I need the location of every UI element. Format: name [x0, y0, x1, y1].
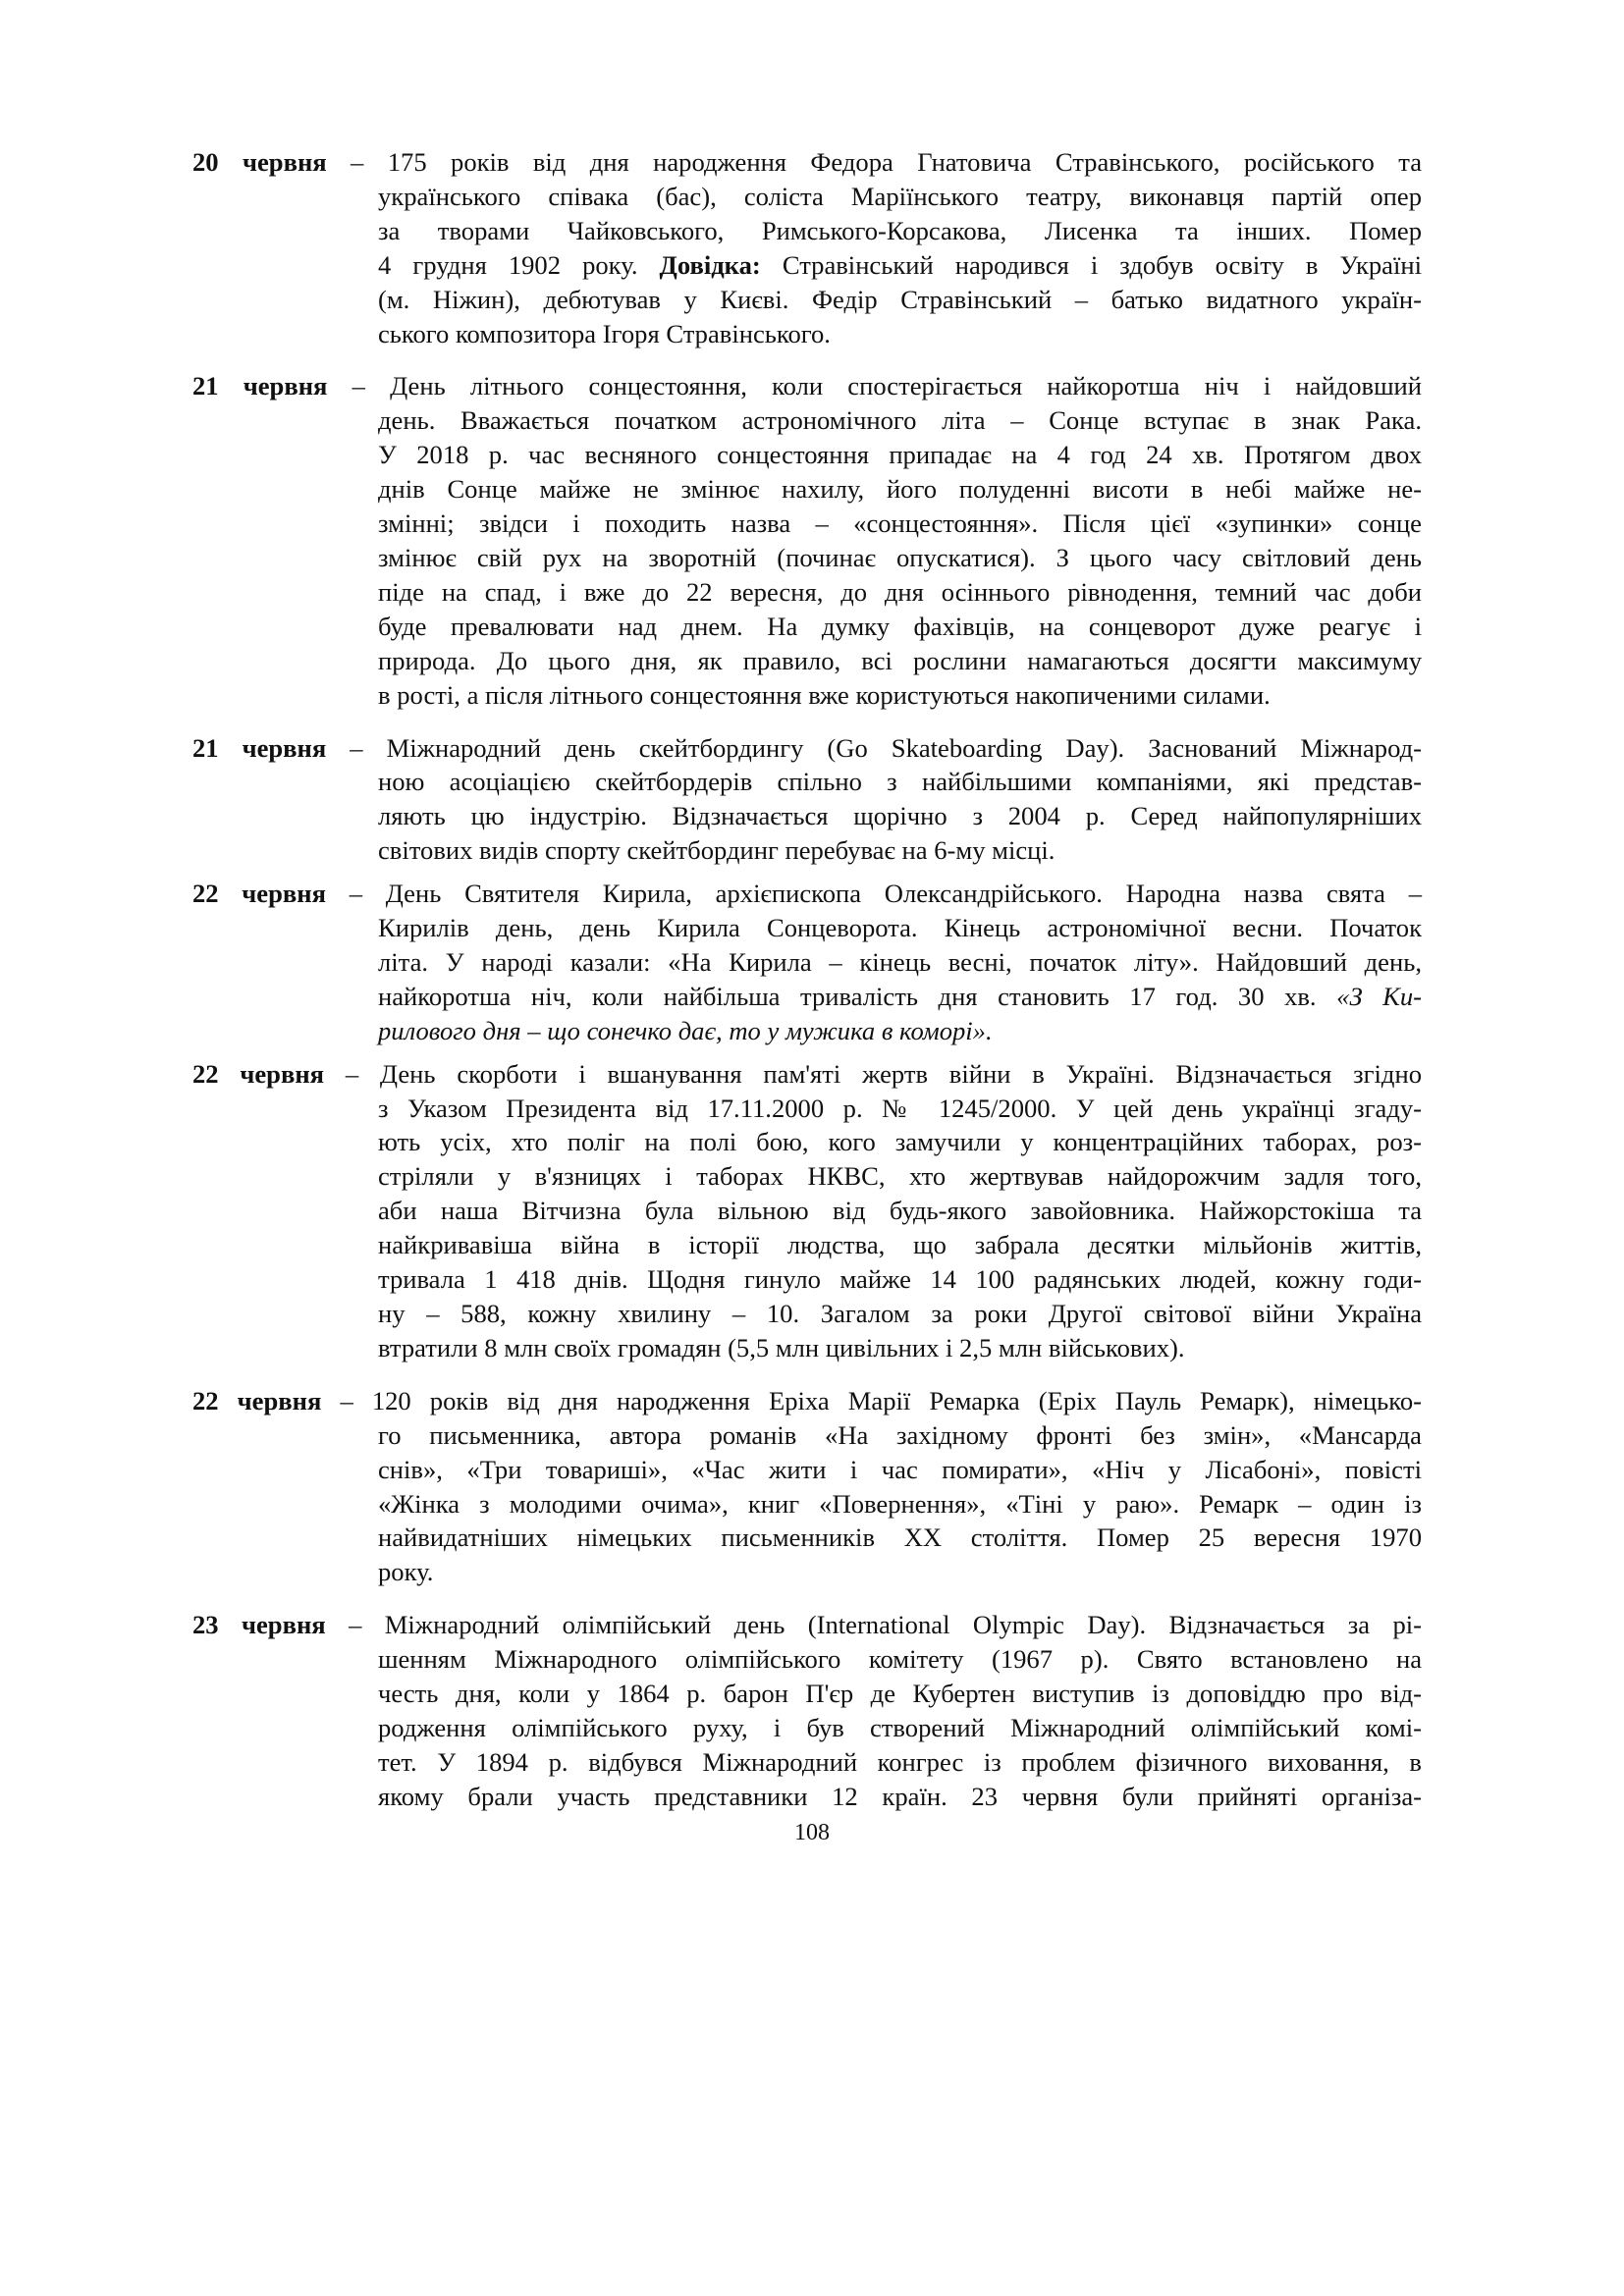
entry-line: У 2018 р. час весняного сонцестояння припадає на 4 год 24 хв. Протягом двох: [378, 440, 1422, 470]
entry-line: ну – 588, кожну хвилину – 10. Загалом за роки Другої світової війни Україна: [378, 1299, 1422, 1328]
entry-text: 4 грудня 1902 року.: [378, 249, 638, 280]
entry-dash: –: [345, 1058, 359, 1089]
entry-line: буде превалювати над днем. На думку фахівців, на сонцеворот дуже реагує і: [378, 611, 1422, 641]
entry-text: День літнього сонцестояння, коли спостерігається найкоротша ніч і найдовший: [390, 371, 1423, 401]
entry-line: літа. У народі казали: «На Кирила – кінець весні, початок літу». Найдовший день,: [378, 946, 1422, 977]
entry-dash: –: [349, 879, 362, 909]
calendar-entry: [192, 145, 1422, 350]
entry-text: Стравінський народився і здобув освіту в Україні: [782, 249, 1422, 280]
entry-dash: –: [350, 732, 363, 763]
calendar-entry: [192, 369, 1422, 712]
entry-line: тет. У 1894 р. відбувся Міжнародний конгрес із проблем фізичного виховання, в: [378, 1746, 1422, 1777]
entry-line: [192, 248, 1422, 283]
entry-line: найкривавіша війна в історії людства, що забрала десятки мільйонів життів,: [378, 1230, 1422, 1260]
note-label: Довідка:: [659, 249, 761, 280]
entry-line: [192, 145, 1422, 180]
entry-line: [192, 731, 1422, 766]
entry-dash: –: [352, 371, 365, 401]
entry-line: стріляли у в'язницях і таборах НКВС, хто жертвував найдорожчим задля того,: [378, 1161, 1422, 1192]
entry-date: 20 червня: [192, 147, 327, 177]
entry-line: родження олімпійського руху, і був створений Міжнародний олімпійський комі-: [378, 1712, 1422, 1742]
entry-line: року.: [378, 1557, 434, 1587]
entry-line: ського композитора Ігоря Стравінського.: [378, 318, 831, 348]
entry-line: [192, 877, 1422, 911]
entry-line: (м. Ніжин), дебютував у Києві. Федір Стравінський – батько видатного україн-: [378, 284, 1422, 314]
entry-line: тривала 1 418 днів. Щодня гинуло майже 14 100 радянських людей, кожну годи-: [378, 1264, 1422, 1295]
entry-line: аби наша Вітчизна була вільною від будь-якого завойовника. Найжорстокіша та: [378, 1196, 1422, 1226]
entry-line: днів Сонце майже не змінює нахилу, його полуденні висоти в небі майже не-: [378, 474, 1422, 505]
entry-line: ють усіх, хто поліг на полі бою, кого замучили у концентраційних таборах, роз-: [378, 1127, 1422, 1157]
entry-text: День Святителя Кирила, архієпископа Олександрійського. Народна назва свята –: [385, 879, 1422, 909]
entry-line: го письменника, автора романів «На західному фронті без змін», «Мансарда: [378, 1419, 1422, 1450]
entry-line: змінює свій рух на зворотній (починає опускатися). З цього часу світловий день: [378, 542, 1422, 572]
entry-line: українського співака (бас), соліста Маріїнського театру, виконавця партій опер: [378, 181, 1422, 211]
entry-line: найвидатніших німецьких письменників ХХ століття. Помер 25 вересня 1970: [378, 1522, 1422, 1553]
entry-line: [192, 980, 1422, 1014]
entry-line: снів», «Три товариші», «Час жити і час помирати», «Ніч у Лісабоні», повісті: [378, 1454, 1422, 1484]
entry-line: шенням Міжнародного олімпійського комітету (1967 р). Свято встановлено на: [378, 1644, 1422, 1675]
entry-dash: –: [340, 1385, 353, 1415]
calendar-entries: [192, 145, 1422, 1814]
calendar-entry: [192, 731, 1422, 869]
page-number: 108: [794, 1820, 830, 1845]
entry-line: природа. До цього дня, як правило, всі рослини намагаються досягти максимуму: [378, 645, 1422, 675]
entry-line: честь дня, коли у 1864 р. барон П'єр де Кубертен виступив із доповіддю про від-: [378, 1679, 1422, 1709]
entry-date: 23 червня: [192, 1610, 326, 1640]
entry-dash: –: [351, 147, 364, 177]
entry-line: піде на спад, і вже до 22 вересня, до дня осіннього рівнодення, темний час доби: [378, 576, 1422, 607]
entry-line: [192, 369, 1422, 403]
calendar-entry: [192, 1608, 1422, 1813]
entry-text: 120 років від дня народження Еріха Марії Ремарка (Еріх Пауль Ремарк), німецько-: [371, 1385, 1423, 1415]
entry-line: [192, 1608, 1422, 1642]
entry-line: в рості, а після літнього сонцестояння вже користуються накопиченими силами.: [378, 679, 1271, 710]
entry-text: Міжнародний олімпійський день (International Olympic Day). Відзначається за рі-: [384, 1610, 1423, 1640]
entry-line: ною асоціацією скейтбордерів спільно з найбільшими компаніями, які представ-: [378, 767, 1422, 797]
entry-line: [192, 1057, 1422, 1092]
entry-line: змінні; звідси і походить назва – «сонцестояння». Після цієї «зупинки» сонце: [378, 508, 1422, 539]
folk-saying: рилового дня – що сонечко дає, то у мужика в коморі».: [378, 1015, 993, 1045]
entry-line: за творами Чайковського, Римського-Корсакова, Лисенка та інших. Помер: [378, 215, 1422, 245]
entry-text: 175 років від дня народження Федора Гнатовича Стравінського, російського та: [387, 147, 1422, 177]
entry-date: 21 червня: [192, 732, 327, 763]
entry-line: [192, 1384, 1422, 1418]
calendar-entry: [192, 877, 1422, 1048]
calendar-entry: [192, 1384, 1422, 1589]
entry-line: якому брали участь представники 12 країн. 23 червня були прийняті організа-: [378, 1781, 1422, 1811]
entry-line: Кирилів день, день Кирила Сонцеворота. Кінець астрономічної весни. Початок: [378, 913, 1422, 943]
entry-text: найкоротша ніч, коли найбільша тривалість дня становить 17 год. 30 хв.: [378, 981, 1317, 1011]
entry-date: 22 червня: [192, 879, 326, 909]
entry-date: 22 червня: [192, 1385, 322, 1415]
entry-dash: –: [349, 1610, 362, 1640]
entry-line: ляють цю індустрію. Відзначається щорічно з 2004 р. Серед найпопулярніших: [378, 801, 1422, 831]
entry-text: Міжнародний день скейтбордингу (Go Skateboarding Day). Заснований Міжнарод-: [386, 732, 1423, 763]
folk-saying: «З Ки-: [1336, 981, 1422, 1011]
entry-line: день. Вважається початком астрономічного літа – Сонце вступає в знак Рака.: [378, 405, 1422, 436]
entry-date: 21 червня: [192, 371, 328, 401]
entry-line: втратили 8 млн своїх громадян (5,5 млн цивільних і 2,5 млн військових).: [378, 1332, 1185, 1362]
entry-text: День скорботи і вшанування пам'яті жертв війни в Україні. Відзначається згідно: [379, 1058, 1422, 1089]
calendar-entry: [192, 1057, 1422, 1365]
entry-date: 22 червня: [192, 1058, 325, 1089]
entry-line: з Указом Президента від 17.11.2000 р. № 1245/2000. У цей день українці згаду-: [378, 1093, 1422, 1123]
entry-line: світових видів спорту скейтбординг перебуває на 6-му місці.: [378, 835, 1056, 866]
entry-line: «Жінка з молодими очима», книг «Повернення», «Тіні у раю». Ремарк – один із: [378, 1488, 1422, 1519]
